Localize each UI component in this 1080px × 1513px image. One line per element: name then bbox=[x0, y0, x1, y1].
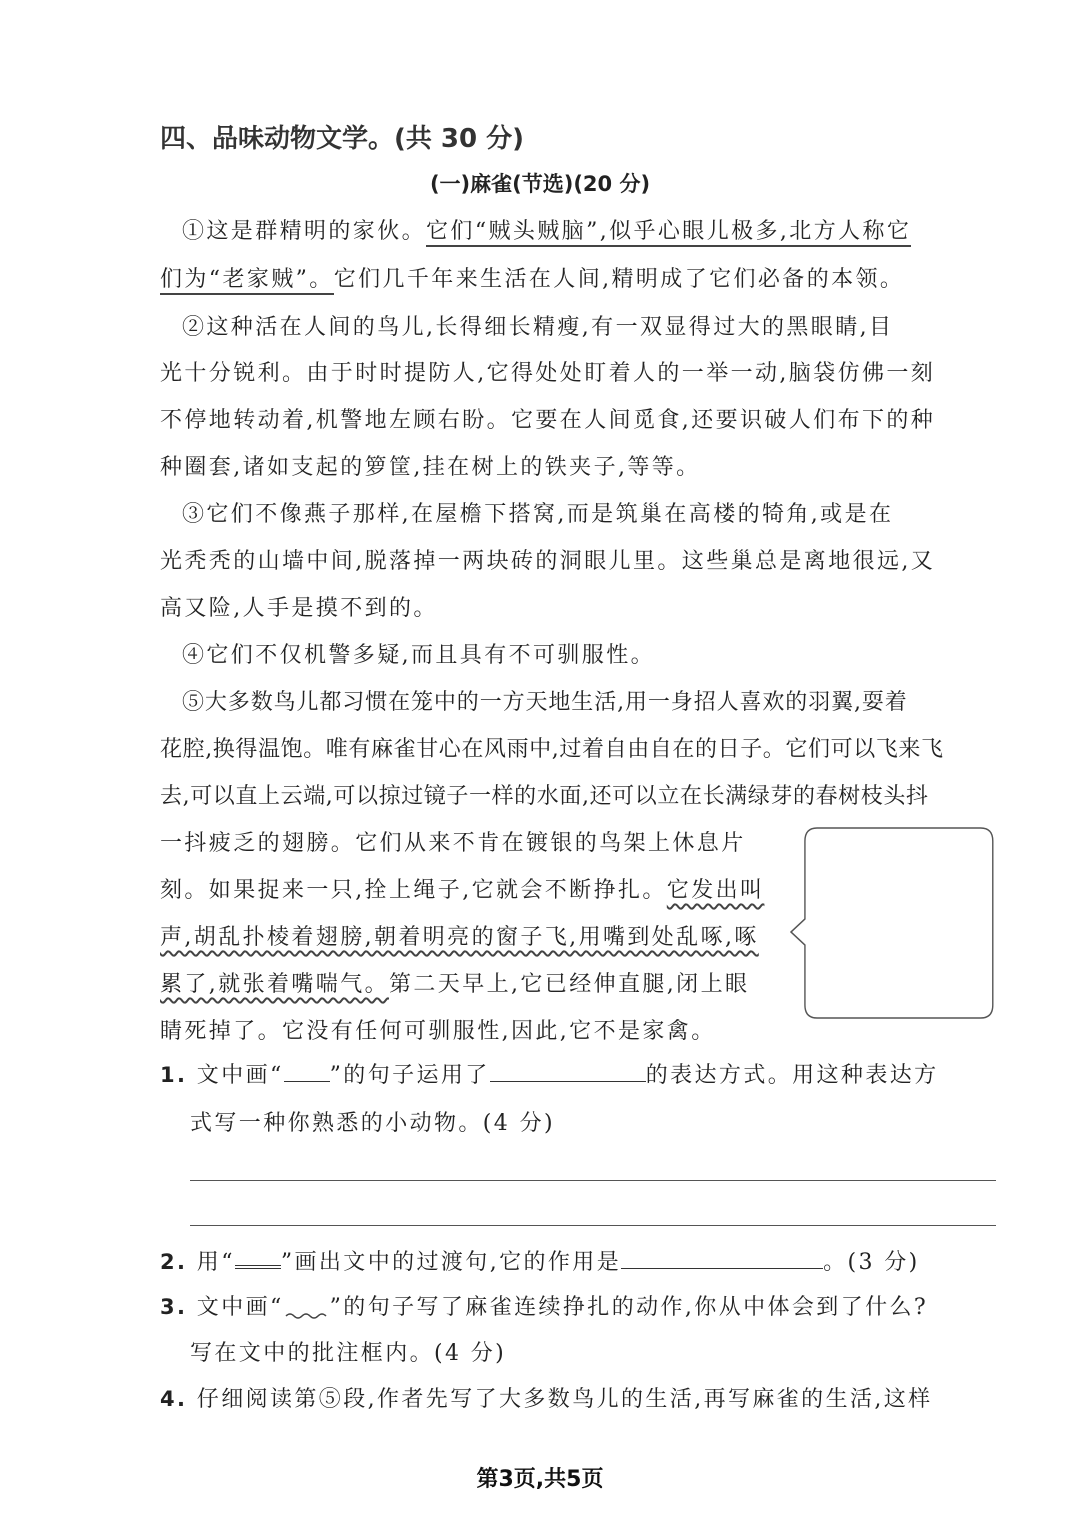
wavy-underlined-sentence: 累了,就张着嘴喘气。 bbox=[160, 972, 389, 997]
underlined-sentence: 们为“老家贼”。 bbox=[160, 267, 334, 295]
underlined-sentence: 它们“贼头贼脑”,似乎心眼儿极多,北方人称它 bbox=[426, 219, 911, 247]
question-1: 1. 文中画“ ”的句子运用了 的表达方式。用这种表达方 bbox=[160, 1058, 939, 1089]
passage-line: 花腔,换得温饱。唯有麻雀甘心在风雨中,过着自由自在的日子。它们可以飞来飞 bbox=[160, 737, 944, 762]
passage-line: 们为“老家贼”。它们几千年来生活在人间,精明成了它们必备的本领。 bbox=[160, 262, 904, 293]
underline-sample bbox=[284, 1059, 330, 1082]
passage-line: 去,可以直上云端,可以掠过镜子一样的水面,还可以立在长满绿芽的春树枝头抖 bbox=[160, 784, 929, 809]
passage-line: 光秃秃的山墙中间,脱落掉一两块砖的洞眼儿里。这些巢总是离地很远,又 bbox=[160, 549, 936, 574]
question-4: 4. 仔细阅读第⑤段,作者先写了大多数鸟儿的生活,再写麻雀的生活,这样 bbox=[160, 1387, 933, 1412]
question-2: 2. 用“ ”画出文中的过渡句,它的作用是 。(3 分) bbox=[160, 1243, 920, 1276]
passage-line: 不停地转动着,机警地左顾右盼。它要在人间觅食,还要识破人们布下的种 bbox=[160, 408, 936, 433]
wavy-underlined-sentence: 它发出叫 bbox=[666, 878, 765, 903]
question-3: 3. 文中画“ ”的句子写了麻雀连续挣扎的动作,你从中体会到了什么? bbox=[160, 1295, 929, 1320]
annotation-box[interactable] bbox=[790, 827, 994, 1019]
passage-line: ④它们不仅机警多疑,而且具有不可驯服性。 bbox=[182, 643, 655, 668]
passage-line: 刻。如果捉来一只,拴上绳子,它就会不断挣扎。它发出叫 bbox=[160, 878, 765, 903]
wavy-underlined-sentence: 声,胡乱扑棱着翅膀,朝着明亮的窗子飞,用嘴到处乱啄,啄 bbox=[160, 925, 759, 950]
double-underline-sample bbox=[235, 1243, 281, 1269]
section-title: 四、品味动物文学。(共 30 分) bbox=[160, 124, 525, 154]
page-footer: 第3页,共5页 bbox=[476, 1467, 604, 1492]
passage-line: 睛死掉了。它没有任何可驯服性,因此,它不是家禽。 bbox=[160, 1019, 716, 1044]
passage-title: (一)麻雀(节选)(20 分) bbox=[429, 172, 651, 196]
passage-line: 高又险,人手是摸不到的。 bbox=[160, 596, 438, 621]
wavy-underline-sample bbox=[284, 1297, 330, 1321]
passage-line: ②这种活在人间的鸟儿,长得细长精瘦,有一双显得过大的黑眼睛,目 bbox=[182, 315, 894, 340]
passage-line bbox=[160, 920, 759, 951]
question-1-line-2: 式写一种你熟悉的小动物。(4 分) bbox=[190, 1111, 555, 1136]
answer-blank[interactable] bbox=[490, 1059, 646, 1082]
passage-line: ①这是群精明的家伙。它们“贼头贼脑”,似乎心眼儿极多,北方人称它 bbox=[182, 214, 911, 245]
passage-line: 一抖疲乏的翅膀。它们从来不肯在镀银的鸟架上休息片 bbox=[160, 831, 746, 856]
answer-blank[interactable] bbox=[621, 1246, 823, 1269]
passage-line: 种圈套,诸如支起的箩筐,挂在树上的铁夹子,等等。 bbox=[160, 455, 701, 480]
passage-line: 光十分锐利。由于时时提防人,它得处处盯着人的一举一动,脑袋仿佛一刻 bbox=[160, 361, 936, 386]
passage-line: 累了,就张着嘴喘气。第二天早上,它已经伸直腿,闭上眼 bbox=[160, 972, 750, 997]
passage-line: ③它们不像燕子那样,在屋檐下搭窝,而是筑巢在高楼的犄角,或是在 bbox=[182, 502, 894, 527]
answer-line[interactable] bbox=[190, 1225, 996, 1226]
question-3-line-2: 写在文中的批注框内。(4 分) bbox=[190, 1341, 507, 1366]
answer-line[interactable] bbox=[190, 1180, 996, 1181]
passage-line: ⑤大多数鸟儿都习惯在笼中的一方天地生活,用一身招人喜欢的羽翼,耍着 bbox=[182, 690, 908, 715]
